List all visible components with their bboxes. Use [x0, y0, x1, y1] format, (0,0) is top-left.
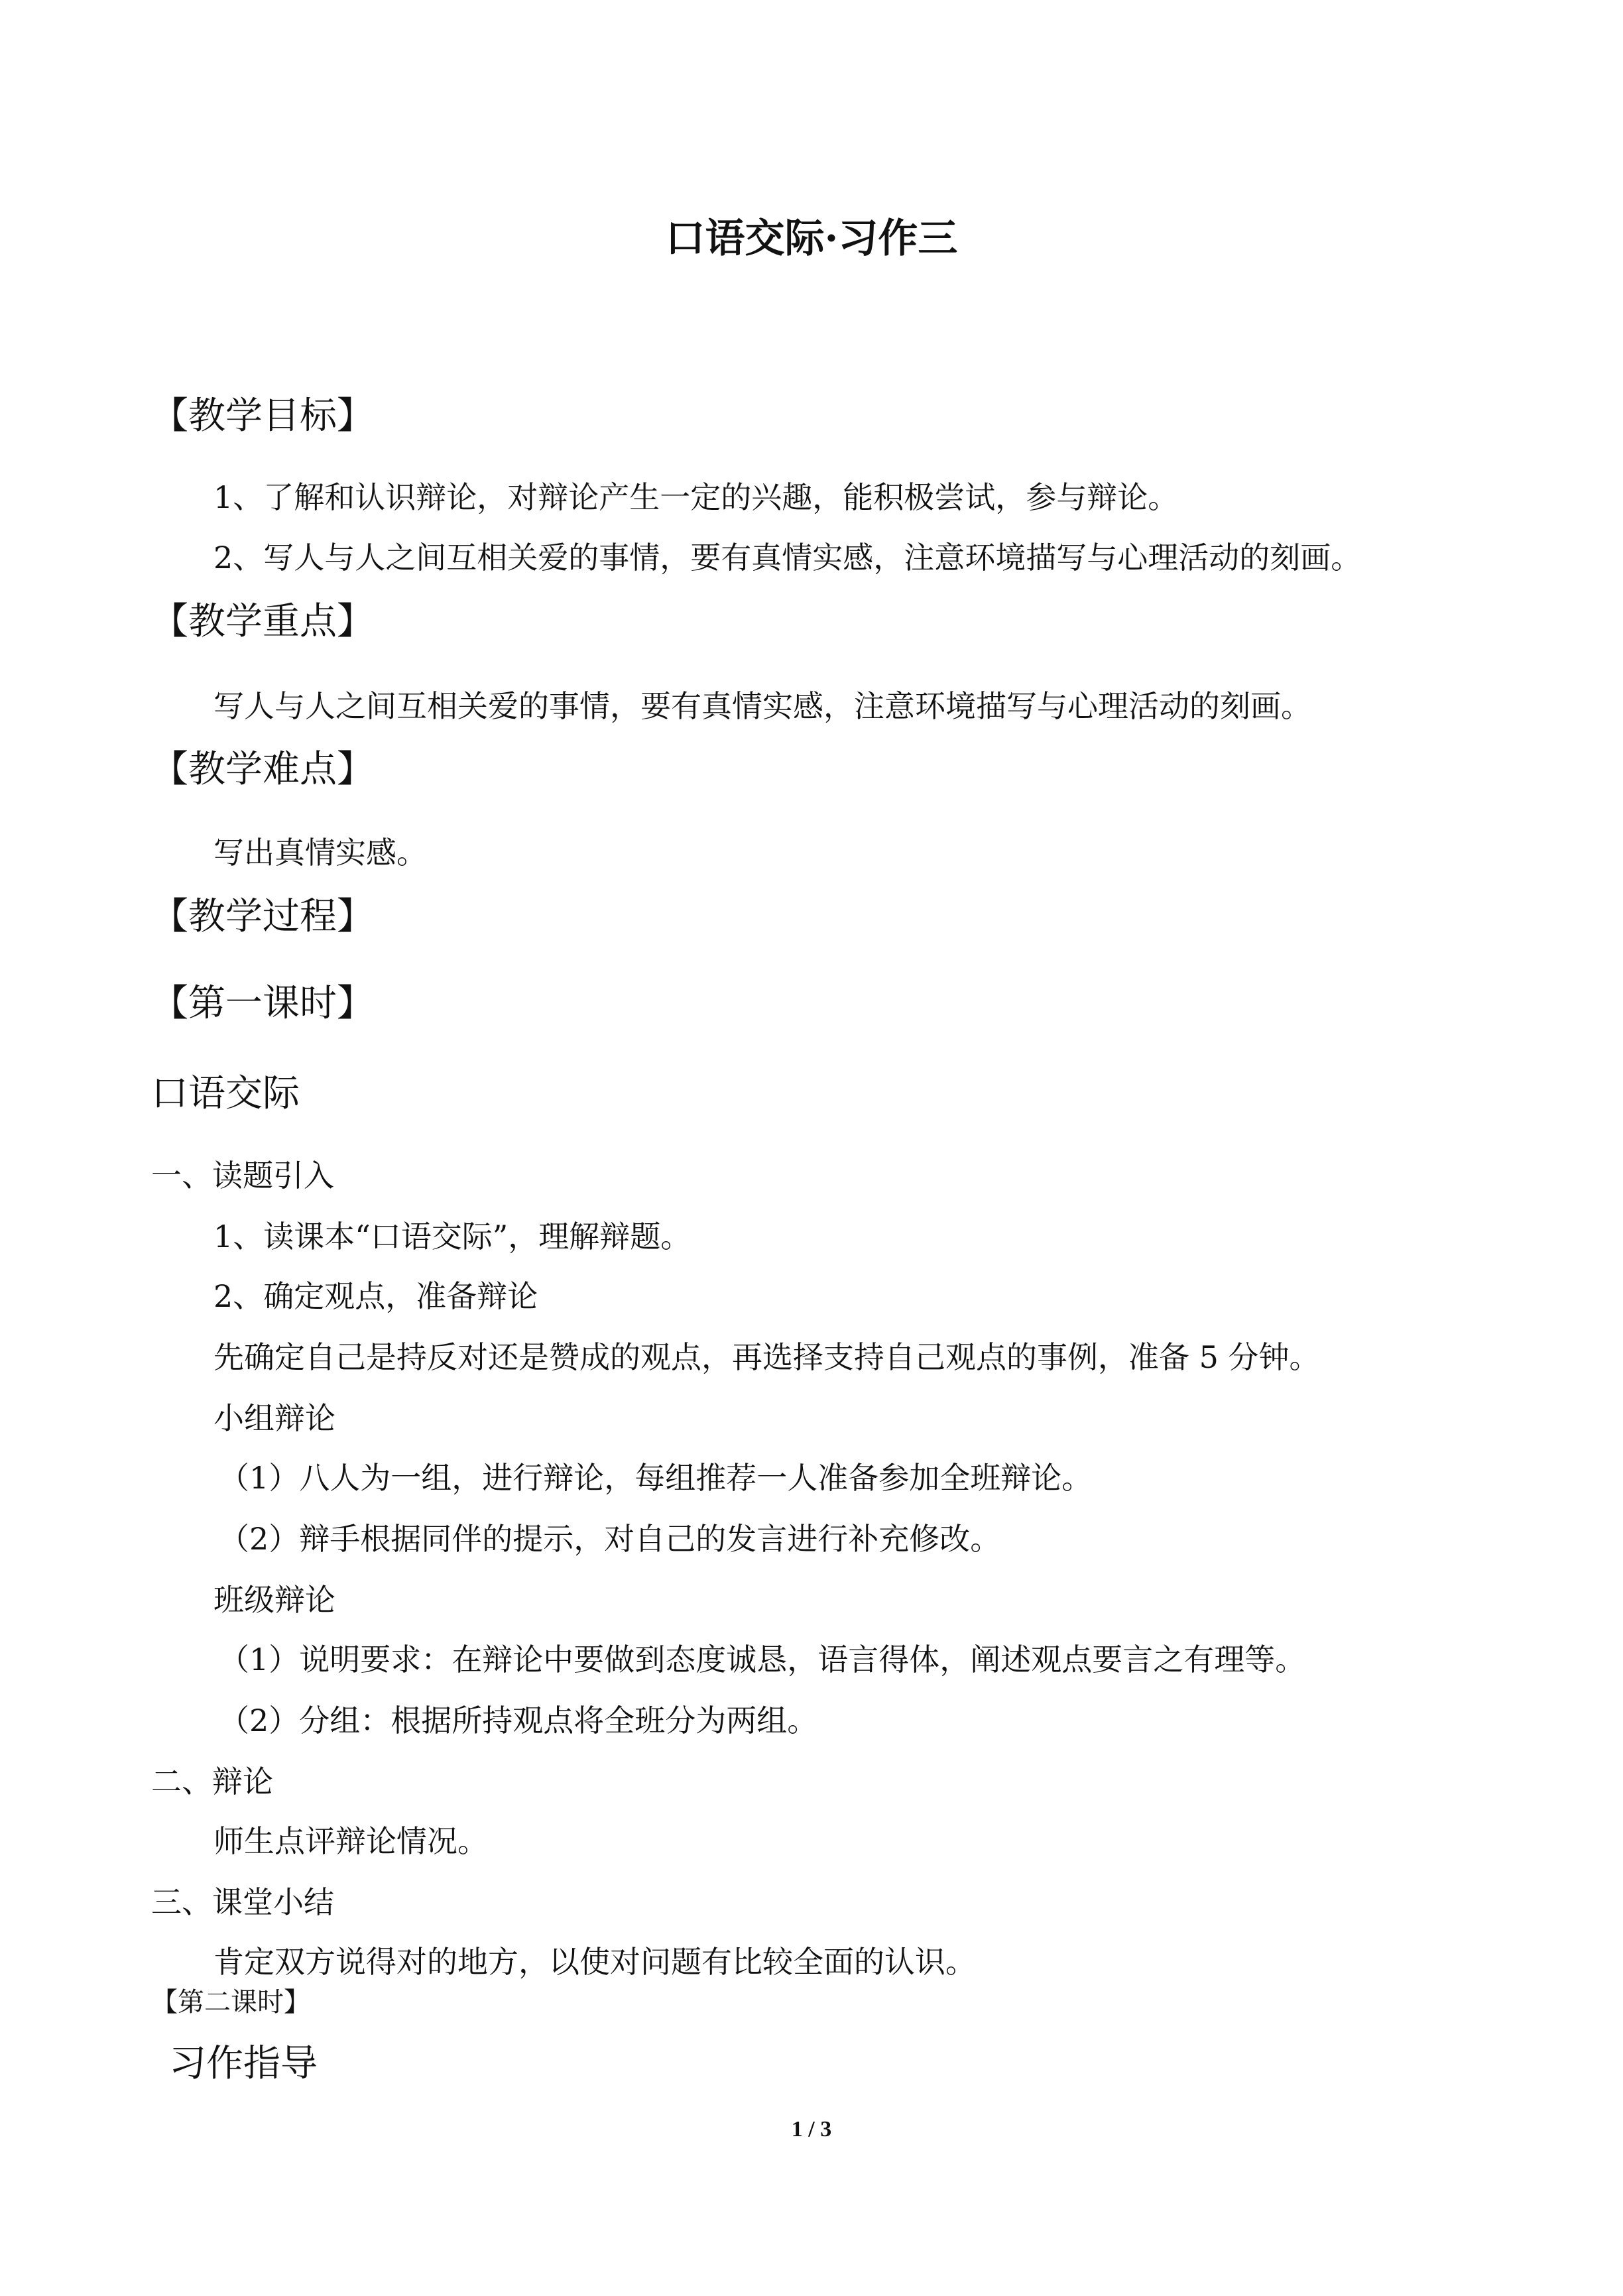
section2-text: 师生点评辩论情况。 — [213, 1823, 488, 1859]
objective-item-1: 1、了解和认识辩论，对辩论产生一定的兴趣，能积极尝试，参与辩论。 — [213, 479, 1179, 515]
page-title: 口语交际·习作三 — [665, 215, 958, 262]
difficulties-text: 写出真情实感。 — [213, 835, 427, 871]
lesson2-subtitle: 习作指导 — [169, 2042, 318, 2085]
lesson2-heading: 【第二课时】 — [151, 1987, 310, 2018]
class-debate-title: 班级辩论 — [213, 1582, 335, 1618]
process-heading: 【教学过程】 — [151, 895, 374, 938]
difficulties-heading: 【教学难点】 — [151, 748, 374, 791]
objectives-heading: 【教学目标】 — [151, 394, 374, 438]
class-debate-item-1: （1）说明要求：在辩论中要做到态度诚恳，语言得体，阐述观点要言之有理等。 — [219, 1642, 1306, 1677]
class-debate-item-2: （2）分组：根据所持观点将全班分为两组。 — [219, 1703, 818, 1738]
section1-line2: 2、确定观点，准备辩论 — [213, 1278, 538, 1314]
group-debate-item-1: （1）八人为一组，进行辩论，每组推荐一人准备参加全班辩论。 — [219, 1460, 1093, 1496]
page-number: 1 / 3 — [791, 2117, 832, 2142]
section1-line1: 1、读课本“口语交际”，理解辩题。 — [213, 1219, 691, 1254]
section1-title: 一、读题引入 — [151, 1158, 334, 1193]
objective-item-2: 2、写人与人之间互相关爱的事情，要有真情实感，注意环境描写与心理活动的刻画。 — [213, 540, 1362, 575]
lesson1-subtitle: 口语交际 — [151, 1072, 300, 1115]
section3-text: 肯定双方说得对的地方，以使对问题有比较全面的认识。 — [213, 1944, 976, 1980]
group-debate-title: 小组辩论 — [213, 1400, 335, 1436]
section1-line3: 先确定自己是持反对还是赞成的观点，再选择支持自己观点的事例，准备 5 分钟。 — [213, 1339, 1320, 1375]
lesson1-heading: 【第一课时】 — [151, 982, 374, 1025]
group-debate-item-2: （2）辩手根据同伴的提示，对自己的发言进行补充修改。 — [219, 1521, 1001, 1557]
key-points-heading: 【教学重点】 — [151, 600, 374, 643]
section2-title: 二、辩论 — [151, 1764, 273, 1799]
key-points-text: 写人与人之间互相关爱的事情，要有真情实感，注意环境描写与心理活动的刻画。 — [213, 688, 1311, 724]
section3-title: 三、课堂小结 — [151, 1884, 334, 1920]
